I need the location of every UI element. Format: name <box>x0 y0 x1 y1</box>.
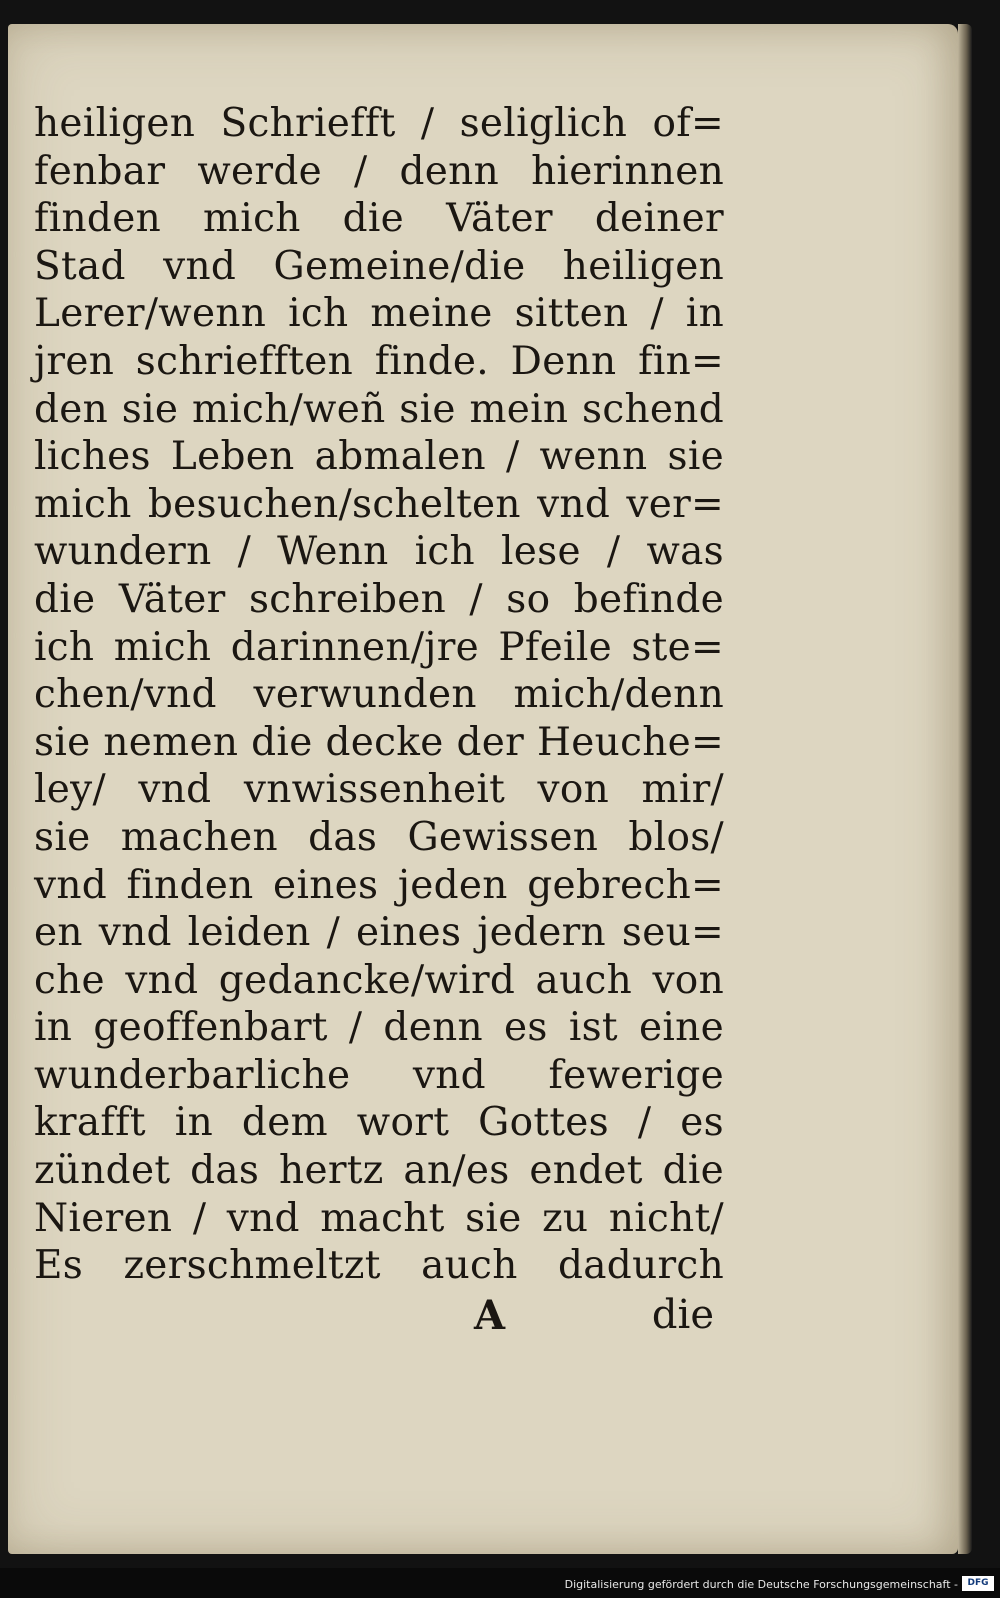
text-line: den sie mich/weñ sie mein schend <box>34 386 724 432</box>
body-text <box>34 100 724 1290</box>
text-line: jren schriefften finde. Denn fin= <box>34 338 724 384</box>
text-line: wundern / Wenn ich lese / was <box>34 529 724 575</box>
text-line: finden mich die Väter deiner <box>34 196 724 242</box>
text-line: che vnd gedancke/wird auch von <box>34 957 724 1003</box>
text-line: die Väter schreiben / so befinde <box>34 576 724 622</box>
text-line: Nieren / vnd macht sie zu nicht/ <box>34 1195 724 1241</box>
digitization-footer <box>0 1568 1000 1598</box>
text-line: sie nemen die decke der Heuche= <box>34 719 724 765</box>
text-line: heiligen Schriefft / seliglich of= <box>34 101 724 146</box>
text-line: ley/ vnd vnwissenheit von mir/ <box>34 767 724 813</box>
text-line: en vnd leiden / eines jedern seu= <box>34 910 724 956</box>
text-line: Es zerschmeltzt auch dadurch <box>34 1243 724 1289</box>
signature-mark: A <box>474 1292 506 1339</box>
text-line: Stad vnd Gemeine/die heiligen <box>34 243 724 289</box>
text-line: sie machen das Gewissen blos/ <box>34 814 724 860</box>
text-line: fenbar werde / denn hierinnen <box>34 148 724 194</box>
page-footer-marks <box>34 1292 714 1342</box>
text-line: liches Leben abmalen / wenn sie <box>34 434 724 480</box>
catchword: die <box>651 1292 714 1338</box>
text-line: wunderbarliche vnd fewerige <box>34 1052 724 1098</box>
book-page <box>8 24 958 1554</box>
text-line: vnd finden eines jeden gebrech= <box>34 862 724 908</box>
text-line: in geoffenbart / denn es ist eine <box>34 1005 724 1051</box>
text-line: chen/vnd verwunden mich/denn <box>34 672 724 718</box>
text-line: mich besuchen/schelten vnd ver= <box>34 481 724 527</box>
text-line: ich mich darinnen/jre Pfeile ste= <box>34 624 724 670</box>
dfg-logo: DFG <box>962 1576 994 1591</box>
text-line: Lerer/wenn ich meine sitten / in <box>34 291 724 337</box>
funding-credit: Digitalisierung gefördert durch die Deutsche Forschungsgemeinschaft - <box>564 1578 958 1591</box>
text-line: zündet das hertz an/es endet die <box>34 1148 724 1194</box>
text-line: krafft in dem wort Gottes / es <box>34 1100 724 1146</box>
